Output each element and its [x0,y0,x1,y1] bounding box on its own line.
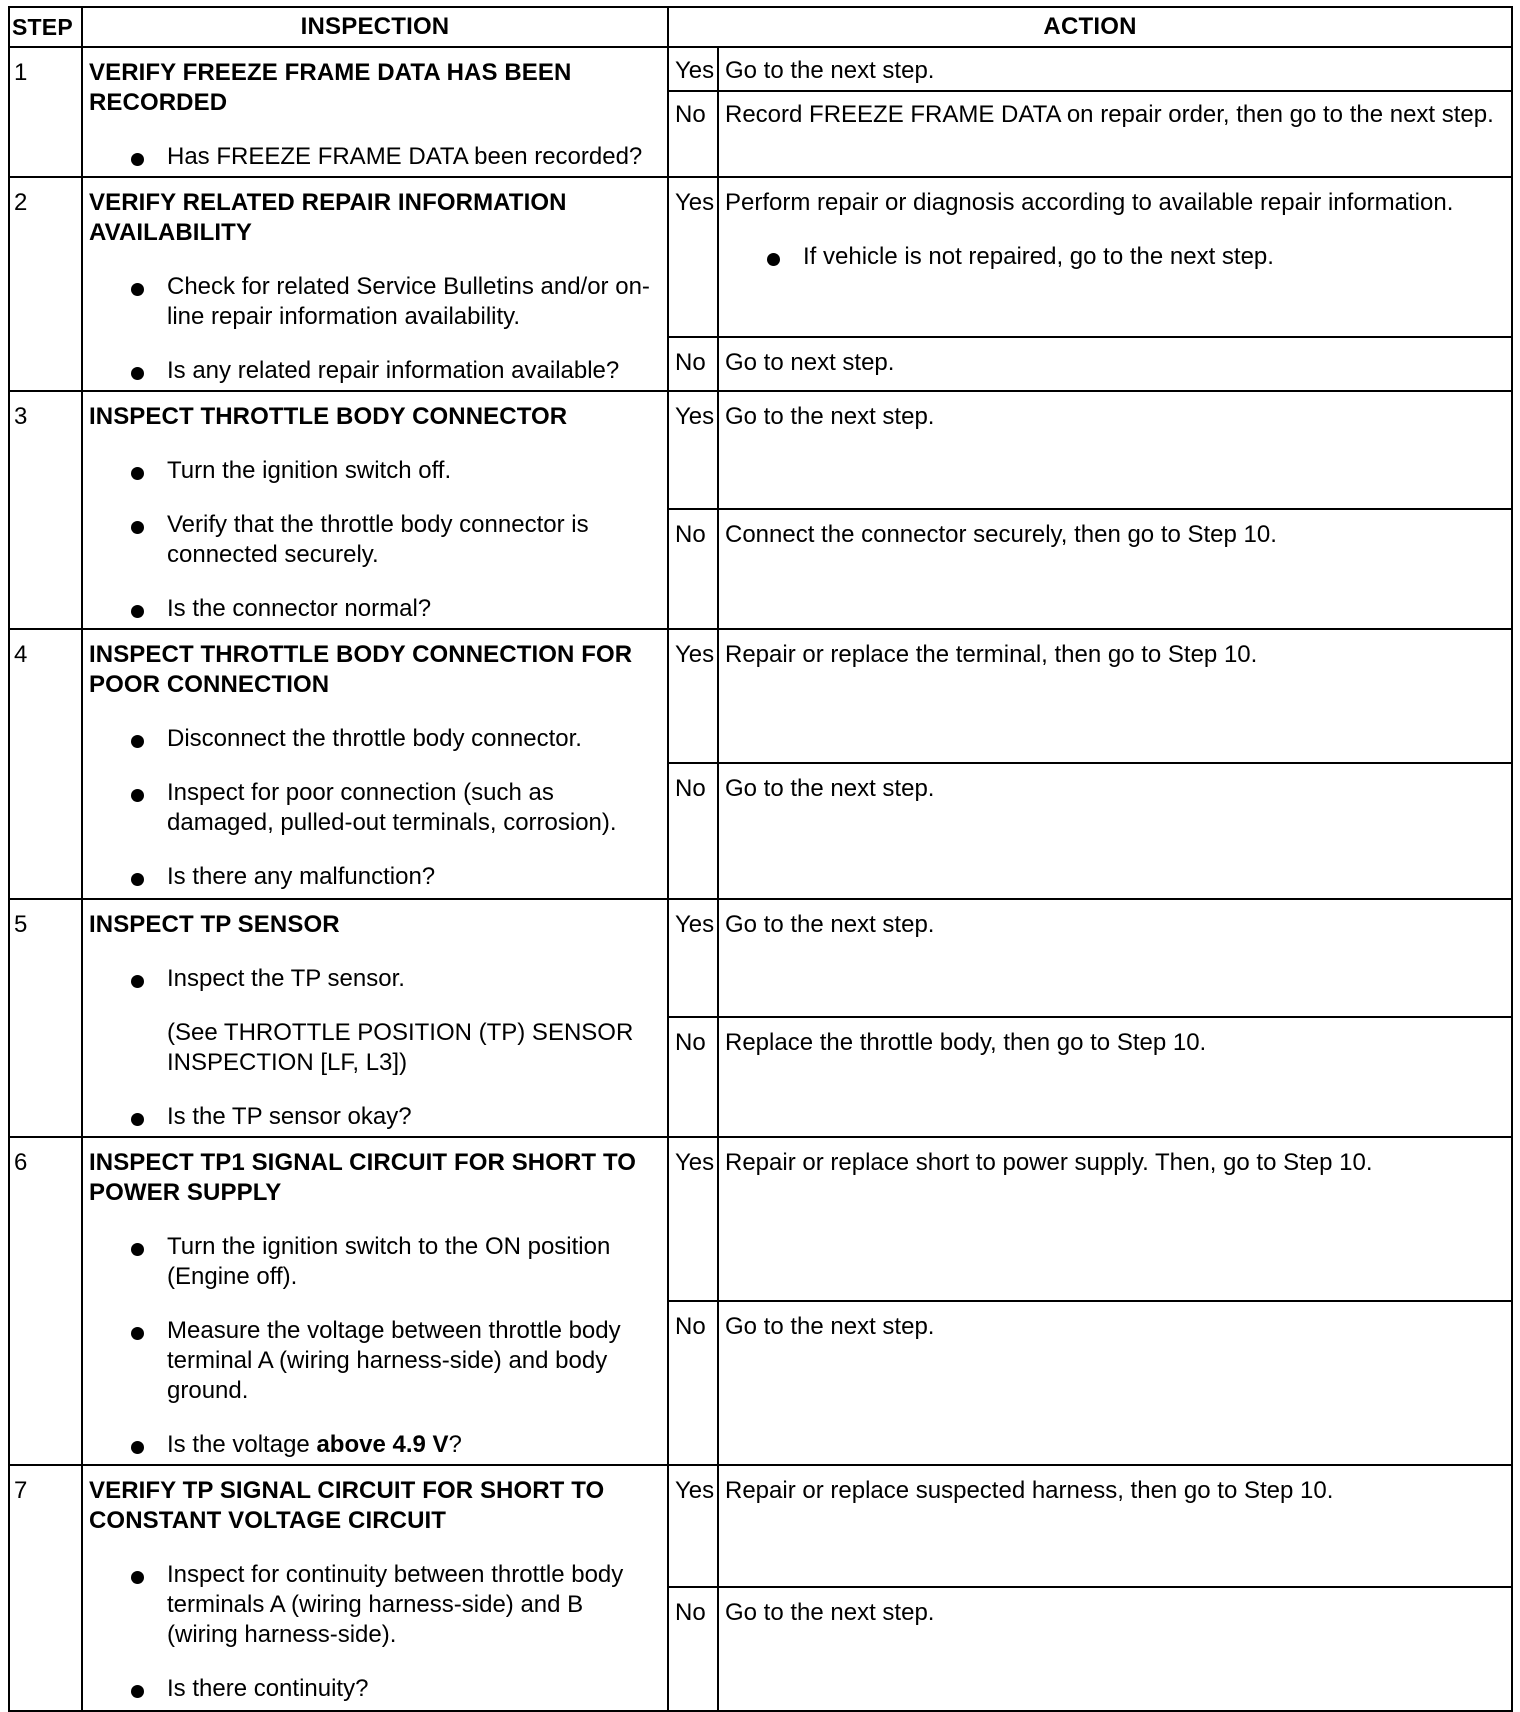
no-label: No [668,1017,718,1137]
bullet-item: Check for related Service Bulletins and/or on-line repair information availability. [89,272,659,332]
bullet-item: Disconnect the throttle body connector. [89,724,659,754]
yes-action: Go to the next step. [718,899,1512,1017]
step-column-header: STEP [9,7,82,47]
step-number: 2 [9,177,82,391]
bullet-item: Is there any malfunction? [89,862,659,892]
yes-label: Yes [668,629,718,763]
step-5-yes-row [9,899,1512,1017]
bullet-item: Has FREEZE FRAME DATA been recorded? [89,142,659,172]
inspection-cell [82,899,668,1137]
bullet-icon [131,1327,144,1340]
no-action: Go to the next step. [718,1301,1512,1465]
no-action: Go to the next step. [718,1587,1512,1711]
no-action: Go to next step. [718,337,1512,391]
step-1-yes-row [9,47,1512,91]
step-number: 5 [9,899,82,1137]
bullet-icon [131,367,144,380]
bullet-icon [131,1243,144,1256]
bullet-icon [131,1685,144,1698]
bullet-item: Is any related repair information available? [89,356,659,386]
step-title: INSPECT TP SENSOR [89,911,340,938]
step-2-yes-row [9,177,1512,337]
step-number: 3 [9,391,82,629]
no-action: Go to the next step. [718,763,1512,899]
bullet-item: Measure the voltage between throttle body terminal A (wiring harness-side) and body ground. [89,1316,659,1406]
no-action: Record FREEZE FRAME DATA on repair order, then go to the next step. [718,91,1512,177]
inspection-cell [82,1137,668,1465]
step-3-yes-row [9,391,1512,509]
bullet-icon [131,1113,144,1126]
bullet-icon [767,253,780,266]
bullet-item: Turn the ignition switch off. [89,456,659,486]
bullet-item: Inspect for continuity between throttle body terminals A (wiring harness-side) and B (wiring harness-side). [89,1560,659,1650]
step-title: VERIFY TP SIGNAL CIRCUIT FOR SHORT TO CONSTANT VOLTAGE CIRCUIT [89,1477,605,1534]
yes-action: Go to the next step. [718,47,1512,91]
step-title: VERIFY RELATED REPAIR INFORMATION AVAILABILITY [89,189,567,246]
yes-action-cell [718,177,1512,337]
bullet-item: Verify that the throttle body connector is connected securely. [89,510,659,570]
inspection-cell [82,629,668,899]
yes-label: Yes [668,1137,718,1301]
yes-action: Repair or replace the terminal, then go to Step 10. [718,629,1512,763]
bullet-item: Is the connector normal? [89,594,659,624]
step-6-yes-row [9,1137,1512,1301]
no-label: No [668,1587,718,1711]
yes-label: Yes [668,899,718,1017]
yes-action: Repair or replace short to power supply. Then, go to Step 10. [718,1137,1512,1301]
yes-label: Yes [668,391,718,509]
step-title: INSPECT TP1 SIGNAL CIRCUIT FOR SHORT TO POWER SUPPLY [89,1149,637,1206]
action-column-header: ACTION [668,7,1512,47]
no-action: Replace the throttle body, then go to Step 10. [718,1017,1512,1137]
voltage-threshold: above 4.9 V [316,1431,449,1458]
bullet-item: Is the voltage above 4.9 V? [89,1430,659,1460]
no-action: Connect the connector securely, then go to Step 10. [718,509,1512,629]
no-label: No [668,763,718,899]
bullet-icon [131,873,144,886]
action-bullet-item: If vehicle is not repaired, go to the next step. [725,242,1503,272]
bullet-item: Inspect the TP sensor. [89,964,659,994]
inspection-cell [82,1465,668,1711]
bullet-item: Is the TP sensor okay? [89,1102,659,1132]
yes-action: Repair or replace suspected harness, then go to Step 10. [718,1465,1512,1587]
bullet-icon [131,467,144,480]
bullet-item: Is there continuity? [89,1674,659,1704]
bullet-icon [131,789,144,802]
bullet-icon [131,605,144,618]
step-title: VERIFY FREEZE FRAME DATA HAS BEEN RECORDED [89,59,572,116]
step-number: 1 [9,47,82,177]
yes-action: Perform repair or diagnosis according to available repair information. [725,189,1454,216]
step-4-yes-row [9,629,1512,763]
inspection-cell [82,391,668,629]
yes-label: Yes [668,177,718,337]
step-number: 6 [9,1137,82,1465]
no-label: No [668,337,718,391]
bullet-icon [131,521,144,534]
reference-note: (See THROTTLE POSITION (TP) SENSOR INSPECTION [LF, L3]) [167,1019,634,1076]
yes-label: Yes [668,1465,718,1587]
step-7-yes-row [9,1465,1512,1587]
inspection-column-header: INSPECTION [82,7,668,47]
bullet-icon [131,283,144,296]
diagnostic-procedure-document [8,6,1511,1700]
inspection-cell [82,177,668,391]
bullet-icon [131,153,144,166]
no-label: No [668,91,718,177]
yes-action: Go to the next step. [718,391,1512,509]
no-label: No [668,1301,718,1465]
inspection-cell [82,47,668,177]
bullet-icon [131,975,144,988]
step-number: 7 [9,1465,82,1711]
bullet-icon [131,735,144,748]
yes-label: Yes [668,47,718,91]
header-row [9,7,1512,47]
bullet-icon [131,1441,144,1454]
step-title: INSPECT THROTTLE BODY CONNECTOR [89,403,568,430]
bullet-item: Turn the ignition switch to the ON position (Engine off). [89,1232,659,1292]
bullet-icon [131,1571,144,1584]
bullet-item: Inspect for poor connection (such as damaged, pulled-out terminals, corrosion). [89,778,659,838]
step-number: 4 [9,629,82,899]
no-label: No [668,509,718,629]
diagnostic-table [8,6,1513,1712]
step-title: INSPECT THROTTLE BODY CONNECTION FOR POOR CONNECTION [89,641,633,698]
